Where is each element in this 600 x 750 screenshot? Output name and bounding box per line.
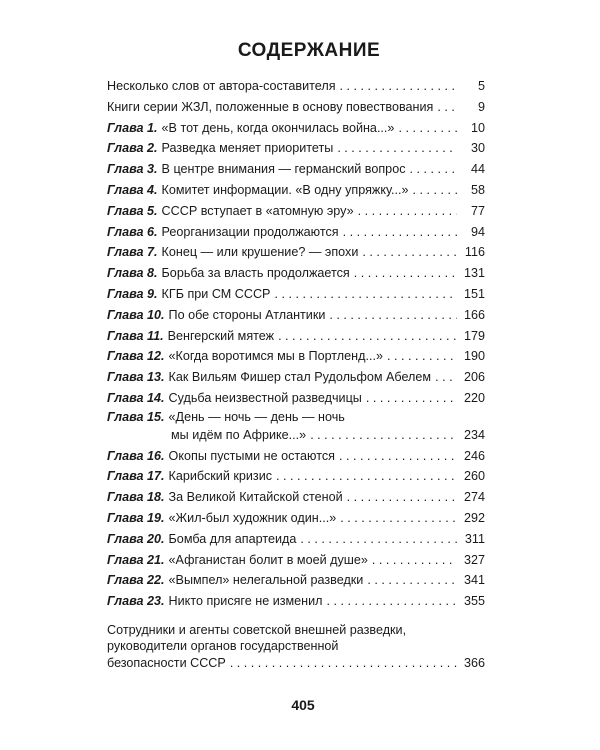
toc-entry-title: Комитет информации. «В одну упряжку...» (161, 182, 409, 197)
toc-leader-dots (387, 346, 457, 367)
toc-leader-dots (329, 305, 457, 326)
toc-entry-label: Глава 3. (107, 162, 158, 177)
toc-entry-label: Глава 13. (107, 370, 165, 385)
toc-entry-label: Глава 15. (107, 409, 165, 424)
toc-entry-title: Реорганизации продолжаются (161, 224, 339, 239)
toc-entry-title: Как Вильям Фишер стал Рудольфом Абелем (168, 370, 432, 385)
toc-leader-dots (435, 367, 457, 388)
toc-entry-title: Бомба для апартеида (168, 531, 297, 546)
toc-leader-dots (354, 263, 457, 284)
toc-entry-label: Глава 6. (107, 224, 158, 239)
toc-entry-page: 116 (464, 245, 485, 260)
toc-leader-dots (340, 508, 457, 529)
toc-leader-dots (367, 570, 457, 591)
toc-leader-dots (413, 180, 457, 201)
toc-entry-page: 206 (463, 370, 485, 385)
toc-entry (107, 466, 485, 487)
toc-entry (107, 159, 485, 180)
toc-entry-page: 151 (463, 286, 485, 301)
toc-entry (107, 446, 485, 467)
page-title: СОДЕРЖАНИЕ (237, 40, 381, 61)
toc-entry-chapter-15 (107, 409, 485, 446)
toc-entry-title: Конец — или крушение? — эпохи (161, 245, 359, 260)
toc-entry-label: Глава 20. (107, 531, 165, 546)
toc-entry-label: Глава 4. (107, 182, 158, 197)
toc-leader-dots (340, 76, 457, 97)
toc-entry (107, 284, 485, 305)
toc-entry (107, 242, 485, 263)
toc-entry (107, 222, 485, 243)
toc-entry-label: Глава 11. (107, 328, 164, 343)
toc-entry-page: 366 (463, 655, 485, 670)
toc-entry (107, 367, 485, 388)
toc-entry-title: За Великой Китайской стеной (168, 490, 343, 505)
toc-leader-dots (343, 222, 457, 243)
toc-leader-dots (437, 97, 457, 118)
appendix-line-1: Сотрудники и агенты советской внешней разведки, (107, 622, 407, 637)
toc-entry-title: Венгерский мятеж (167, 328, 275, 343)
toc-entry-label: Глава 23. (107, 594, 165, 609)
toc-leader-dots (366, 388, 457, 409)
toc-entry-title: В центре внимания — германский вопрос (161, 162, 406, 177)
toc-entry-title-line-1: «День — ночь — день — ночь (168, 409, 345, 424)
toc-entry-page: 260 (463, 469, 485, 484)
toc-entry-page: 44 (470, 162, 485, 177)
toc-leader-dots (337, 138, 457, 159)
toc-entry-page: 9 (477, 99, 485, 114)
toc-entry-label: Глава 10. (107, 307, 165, 322)
toc-entry (107, 529, 485, 550)
toc-entry-title: Карибский кризис (168, 469, 273, 484)
toc-entry-label: Глава 7. (107, 245, 158, 260)
toc-entry-label: Глава 2. (107, 141, 158, 156)
toc-entry (107, 388, 485, 409)
toc-entry-page: 246 (463, 448, 485, 463)
toc-leader-dots (310, 425, 457, 446)
toc-leader-dots (274, 284, 457, 305)
toc-entry-page: 166 (463, 307, 485, 322)
toc-entry (107, 97, 485, 118)
toc-entry-title: «Когда воротимся мы в Портленд...» (168, 349, 383, 364)
toc-entry-label: Глава 16. (107, 448, 165, 463)
toc-entry-page: 131 (463, 266, 485, 281)
toc-entry-title-line-2: мы идём по Африке...» (171, 427, 307, 442)
toc-entry (107, 263, 485, 284)
toc-entry (107, 201, 485, 222)
toc-entry-appendix (107, 622, 485, 672)
toc-entry-label: Глава 21. (107, 552, 165, 567)
toc-entry-title: Никто присяге не изменил (168, 594, 323, 609)
toc-entry (107, 326, 485, 347)
toc-leader-dots (230, 654, 457, 672)
toc-leader-dots (327, 591, 457, 612)
appendix-line-3: безопасности СССР . . . 366 (107, 654, 485, 672)
toc-entry (107, 346, 485, 367)
toc-entry-page: 94 (470, 224, 485, 239)
toc-entry-title: Борьба за власть продолжается (161, 266, 350, 281)
toc-entry-title: «Афганистан болит в моей душе» (168, 552, 368, 567)
toc-entry-page: 190 (463, 349, 485, 364)
toc-entry-page: 179 (463, 328, 485, 343)
toc-entry-label: Глава 18. (107, 490, 165, 505)
toc-entry-page: 341 (463, 573, 485, 588)
toc-entry-title: По обе стороны Атлантики (168, 307, 326, 322)
toc-leader-dots (362, 242, 457, 263)
toc-leader-dots (372, 550, 457, 571)
toc-entry-page: 30 (470, 141, 485, 156)
toc-entry (107, 305, 485, 326)
toc-entry-label: Глава 14. (107, 390, 165, 405)
toc-entry (107, 138, 485, 159)
toc-entry-title: КГБ при СМ СССР (161, 286, 271, 301)
toc-entry-label: Глава 17. (107, 469, 165, 484)
toc-entry-title: Окопы пустыми не остаются (168, 448, 335, 463)
toc-leader-dots (410, 159, 458, 180)
toc-entry-page: 274 (463, 490, 485, 505)
toc-leader-dots (278, 326, 457, 347)
toc-entry-label: Глава 9. (107, 286, 158, 301)
toc-entry-page: 58 (470, 182, 485, 197)
toc-entry-title: Книги серии ЖЗЛ, положенные в основу повествования (107, 99, 434, 114)
toc-entry-page: 311 (464, 531, 485, 546)
toc-entry (107, 118, 485, 139)
toc-entry-page: 355 (463, 594, 485, 609)
toc-entry-title: «Жил-был художник один...» (168, 510, 337, 525)
toc-entry-label: Глава 12. (107, 349, 165, 364)
toc-entry-title: СССР вступает в «атомную эру» (161, 203, 354, 218)
toc-entry (107, 487, 485, 508)
toc-entry (107, 180, 485, 201)
toc-leader-dots (300, 529, 457, 550)
toc-entry-label: Глава 5. (107, 203, 158, 218)
toc-leader-dots (276, 466, 457, 487)
toc-entry-page: 77 (470, 203, 485, 218)
toc-entry (107, 591, 485, 612)
section-gap (107, 612, 485, 622)
toc-entry-page: 5 (477, 79, 485, 93)
toc-leader-dots (347, 487, 457, 508)
toc-leader-dots (398, 118, 457, 139)
toc-entry-label: Глава 8. (107, 266, 158, 281)
toc-entry-page: 10 (470, 120, 485, 135)
toc-entry-title: Несколько слов от автора-составителя (107, 79, 336, 93)
toc-entry-title: Судьба неизвестной разведчицы (168, 390, 362, 405)
toc-entry (107, 550, 485, 571)
toc-entry-page: 234 (463, 427, 485, 442)
toc-leader-dots (339, 446, 457, 467)
table-of-contents (107, 76, 485, 672)
page-number: 405 (291, 697, 315, 713)
toc-entry (107, 76, 485, 97)
toc-entry (107, 508, 485, 529)
toc-entry-title: «В тот день, когда окончилась война...» (161, 120, 395, 135)
appendix-line-2: руководители органов государственной (107, 638, 339, 653)
toc-entry (107, 570, 485, 591)
toc-entry-title: «Вымпел» нелегальной разведки (168, 573, 364, 588)
toc-leader-dots (358, 201, 457, 222)
toc-entry-page: 220 (463, 390, 485, 405)
toc-entry-page: 292 (463, 510, 485, 525)
toc-entry-label: Глава 22. (107, 573, 165, 588)
toc-entry-title: Разведка меняет приоритеты (161, 141, 334, 156)
toc-entry-label: Глава 19. (107, 510, 165, 525)
toc-entry-label: Глава 1. (107, 120, 158, 135)
toc-entry-page: 327 (463, 552, 485, 567)
